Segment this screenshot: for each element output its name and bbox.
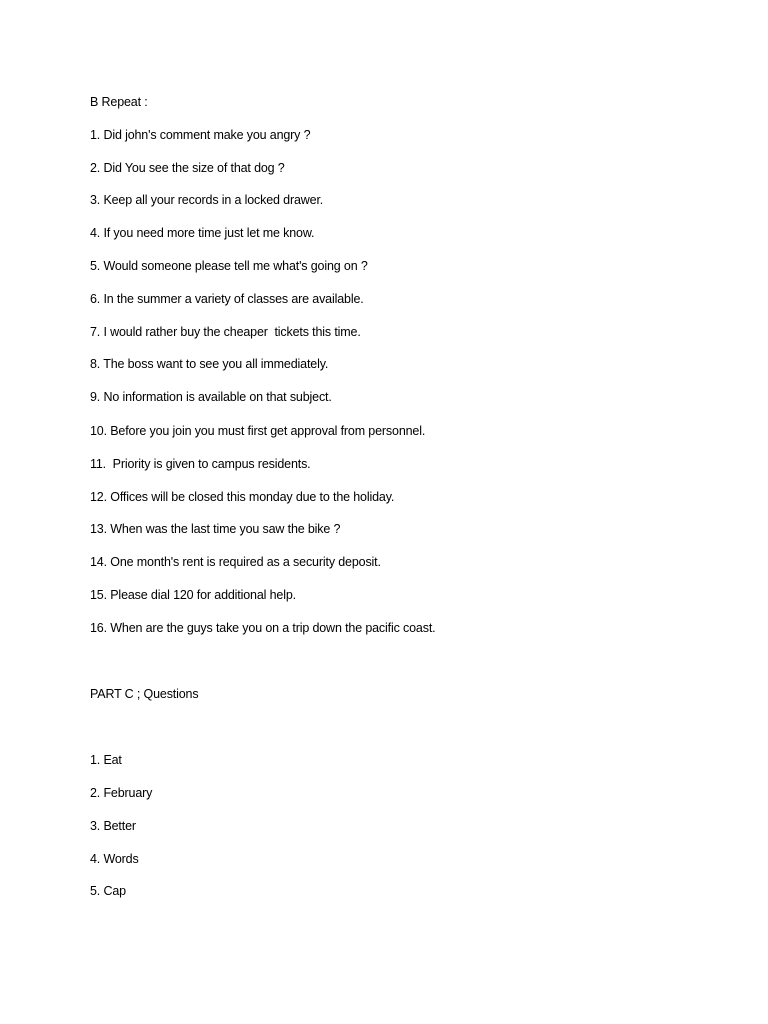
section-b-item-13: 13. When was the last time you saw the bike ? bbox=[90, 522, 341, 536]
section-b-item-6: 6. In the summer a variety of classes are available. bbox=[90, 292, 364, 306]
section-b-item-3: 3. Keep all your records in a locked drawer. bbox=[90, 193, 324, 207]
section-b-item-1: 1. Did john's comment make you angry ? bbox=[90, 128, 311, 142]
section-c-item-5: 5. Cap bbox=[90, 884, 126, 898]
section-c-item-3: 3. Better bbox=[90, 819, 136, 833]
section-c-heading: PART C ; Questions bbox=[90, 687, 199, 701]
section-b-item-5: 5. Would someone please tell me what's going on ? bbox=[90, 259, 368, 273]
section-b-item-15: 15. Please dial 120 for additional help. bbox=[90, 588, 296, 602]
section-b-item-7: 7. I would rather buy the cheaper tickets this time. bbox=[90, 325, 361, 339]
section-b-item-14: 14. One month's rent is required as a security deposit. bbox=[90, 555, 381, 569]
section-b-item-4: 4. If you need more time just let me know. bbox=[90, 226, 315, 240]
section-c-item-4: 4. Words bbox=[90, 852, 139, 866]
section-b-item-10: 10. Before you join you must first get approval from personnel. bbox=[90, 424, 426, 438]
section-b-item-2: 2. Did You see the size of that dog ? bbox=[90, 161, 285, 175]
section-c-item-2: 2. February bbox=[90, 786, 153, 800]
section-b-item-16: 16. When are the guys take you on a trip down the pacific coast. bbox=[90, 621, 436, 635]
section-c-item-1: 1. Eat bbox=[90, 753, 122, 767]
section-b-heading: B Repeat : bbox=[90, 95, 148, 109]
section-b-item-8: 8. The boss want to see you all immediately. bbox=[90, 357, 329, 371]
section-b-item-12: 12. Offices will be closed this monday due to the holiday. bbox=[90, 490, 395, 504]
section-b-item-9: 9. No information is available on that subject. bbox=[90, 390, 332, 404]
section-b-item-11: 11. Priority is given to campus residents. bbox=[90, 457, 311, 471]
